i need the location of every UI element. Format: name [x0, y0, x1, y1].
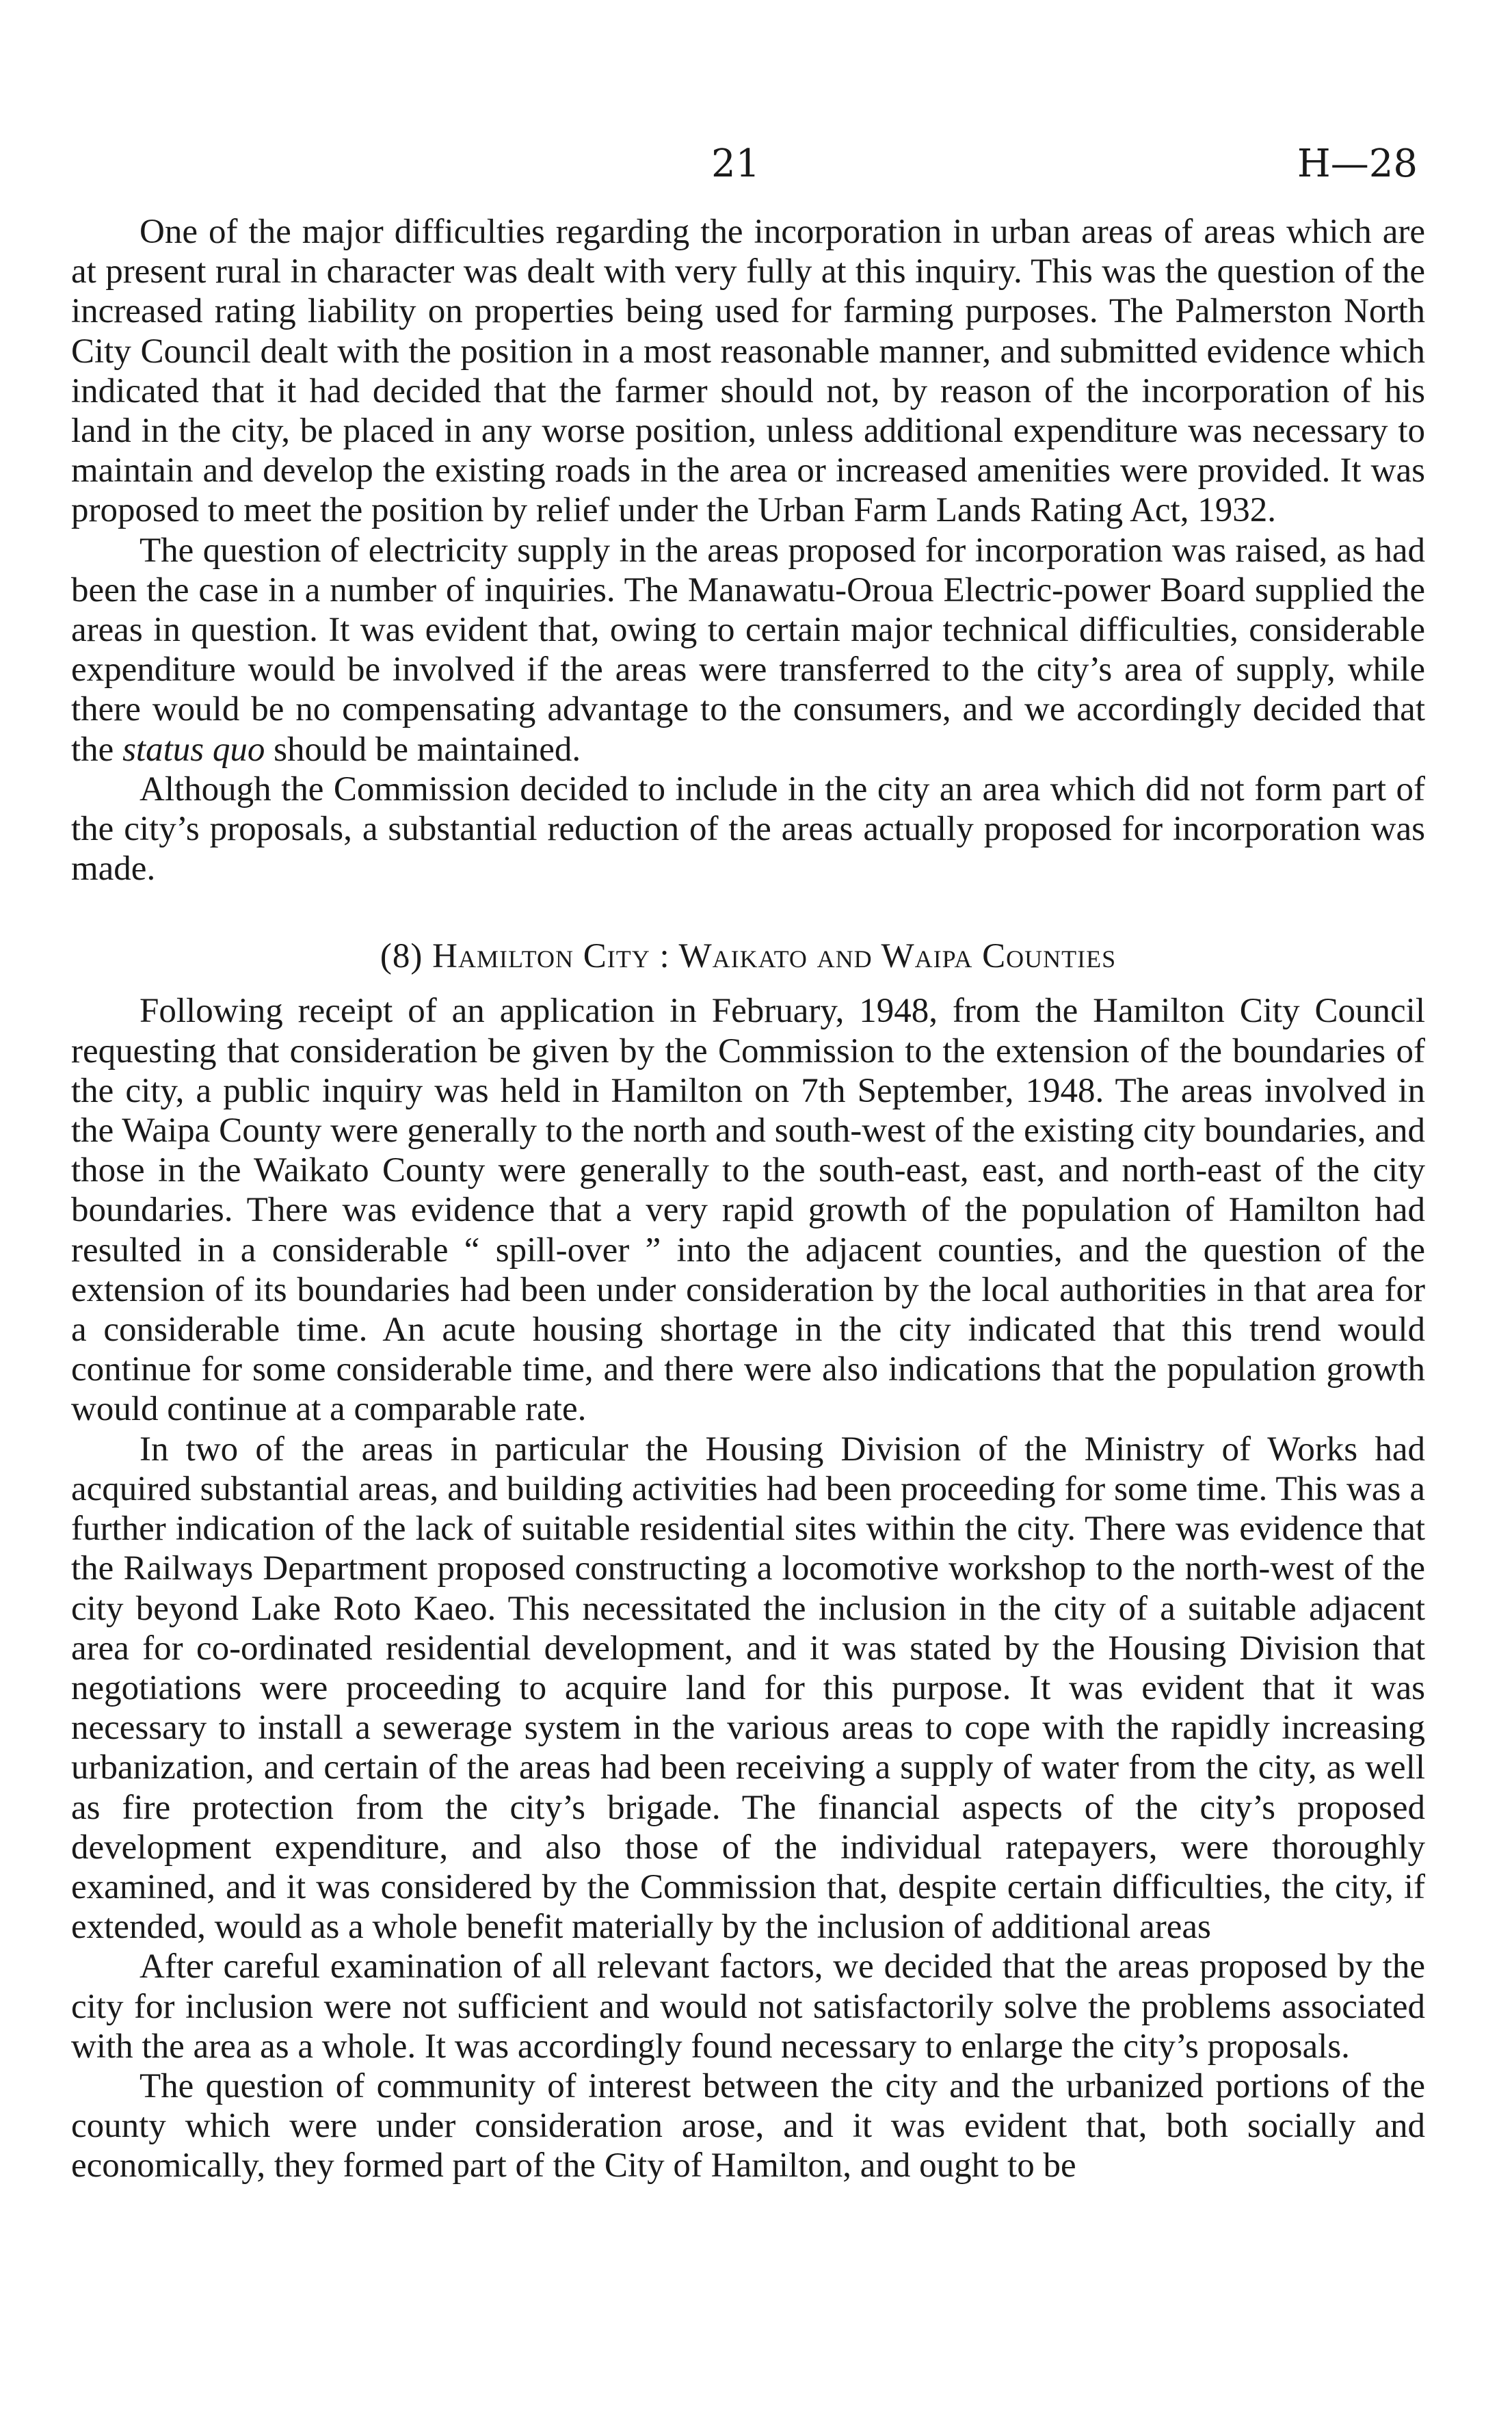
paragraph-housing-division: In two of the areas in particular the Housing Division of the Ministry of Works had acquired substantial areas, and building activities had been proceeding for some time. This was a further indication of the lack of suitable residential sites within the city. There was evidence that the Railways Department proposed constructing a locomotive workshop to the north-west of the city beyond Lake Roto Kaeo. This necessitated the inclusion in the city of a suitable adjacent area for co-ordinated residential development, and it was stated by the Housing Division that negotiations were proceeding to acquire land for this purpose. It was evident that it was necessary to install a sewerage system in the various areas to cope with the rapidly increasing urbanization, and certain of the areas had been receiving a supply of water from the city, as well as fire protection from the city’s brigade. The financial aspects of the city’s proposed development expenditure, and also those of the individual ratepayers, were thoroughly examined, and it was considered by the Commission that, despite certain difficulties, the city, if extended, would as a whole benefit materially by the inclusion of additional areas: [71, 1430, 1425, 1947]
document-reference: H—28: [1297, 142, 1418, 186]
electricity-text-end: should be maintained.: [265, 730, 581, 769]
body-text: [71, 212, 1425, 2186]
status-quo-italic: status quo: [122, 730, 265, 769]
section-heading-hamilton: (8) Hamilton City : Waikato and Waipa Counties: [380, 937, 1117, 976]
page-number: 21: [711, 142, 760, 186]
electricity-text-start: The question of electricity supply in the areas proposed for incorporation was raised, as had been the case in a number of inquiries. The Manawatu-Oroua Electric-power Board supplied the areas in question. It was evident that, owing to certain major technical difficulties, considerable expenditure would be involved if the areas were transferred to the city’s area of supply, while there would be no compensating advantage to the consumers, and we accordingly decided that the: [71, 531, 1425, 769]
paragraph-careful-examination: After careful examination of all relevant factors, we decided that the areas proposed by the city for inclusion were not sufficient and would not satisfactorily solve the problems associated with the area as a whole. It was accordingly found necessary to enlarge the city’s proposals.: [71, 1947, 1425, 2066]
paragraph-commission-decision: Although the Commission decided to include in the city an area which did not form part of the city’s proposals, a substantial reduction of the areas actually proposed for incorporation was made.: [71, 770, 1425, 889]
paragraph-electricity-supply: [71, 531, 1425, 770]
page-header: [0, 137, 1512, 192]
paragraph-hamilton-application: Following receipt of an application in February, 1948, from the Hamilton City Council requesting that consideration be given by the Commission to the extension of the boundaries of the city, a public inquiry was held in Hamilton on 7th September, 1948. The areas involved in the Waipa County were generally to the north and south-west of the existing city boundaries, and those in the Waikato County were generally to the south-east, east, and north-east of the city boundaries. There was evidence that a very rapid growth of the population of Hamilton had resulted in a considerable “ spill-over ” into the adjacent counties, and the question of the extension of its boundaries had been under consideration by the local authorities in that area for a considerable time. An acute housing shortage in the city indicated that this trend would continue for some considerable time, and there were also indications that the population growth would continue at a comparable rate.: [71, 992, 1425, 1429]
paragraph-rating-liability: One of the major difficulties regarding the incorporation in urban areas of areas which are at present rural in character was dealt with very fully at this inquiry. This was the question of the increased rating liability on properties being used for farming purposes. The Palmerston North City Council dealt with the position in a most reasonable manner, and submitted evidence which indicated that it had decided that the farmer should not, by reason of the incorporation of his land in the city, be placed in any worse position, unless additional expenditure was necessary to maintain and develop the existing roads in the area or increased amenities were provided. It was proposed to meet the position by relief under the Urban Farm Lands Rating Act, 1932.: [71, 213, 1425, 530]
paragraph-community-interest: The question of community of interest between the city and the urbanized portions of the county which were under consideration arose, and it was evident that, both socially and economically, they formed part of the City of Hamilton, and ought to be: [71, 2066, 1425, 2185]
